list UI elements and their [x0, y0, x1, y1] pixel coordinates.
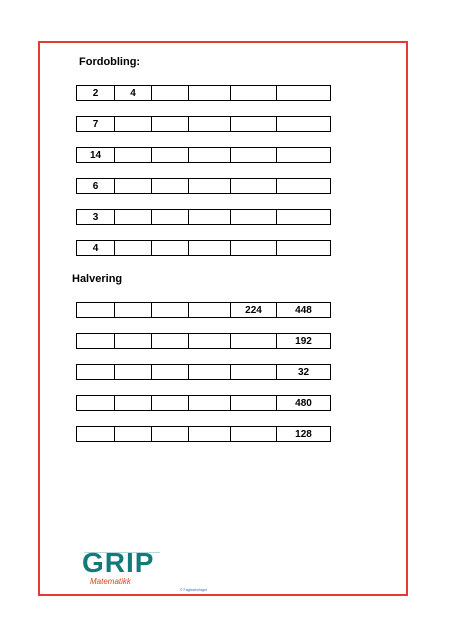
cell[interactable] [151, 426, 189, 442]
halving-row [76, 364, 331, 380]
cell[interactable] [76, 333, 115, 349]
halving-row [76, 302, 331, 318]
cell[interactable]: 32 [276, 364, 331, 380]
cell[interactable] [230, 395, 277, 411]
cell[interactable] [114, 364, 152, 380]
cell[interactable] [188, 240, 231, 256]
cell[interactable] [114, 116, 152, 132]
doubling-row [76, 178, 331, 194]
cell[interactable] [188, 395, 231, 411]
cell[interactable] [188, 426, 231, 442]
cell[interactable] [76, 395, 115, 411]
cell[interactable] [188, 302, 231, 318]
cell[interactable]: 3 [76, 209, 115, 225]
cell[interactable] [276, 209, 331, 225]
cell[interactable] [151, 364, 189, 380]
logo-name: GRIP [82, 547, 155, 578]
grip-logo [82, 548, 162, 596]
cell[interactable] [230, 209, 277, 225]
cell[interactable] [230, 364, 277, 380]
cell[interactable] [188, 178, 231, 194]
cell[interactable] [188, 209, 231, 225]
cell[interactable] [276, 116, 331, 132]
cell[interactable] [276, 147, 331, 163]
cell[interactable] [230, 240, 277, 256]
cell[interactable] [276, 240, 331, 256]
cell[interactable] [151, 147, 189, 163]
cell[interactable] [188, 333, 231, 349]
cell[interactable] [230, 85, 277, 101]
doubling-title: Fordobling: [79, 56, 141, 68]
cell[interactable] [151, 209, 189, 225]
cell[interactable] [188, 364, 231, 380]
doubling-row [76, 209, 331, 225]
cell[interactable] [276, 85, 331, 101]
halving-title: Halvering [72, 273, 123, 285]
cell[interactable] [114, 426, 152, 442]
doubling-row [76, 147, 331, 163]
logo-subtitle: Matematikk [90, 577, 131, 586]
cell[interactable] [188, 116, 231, 132]
cell[interactable]: 448 [276, 302, 331, 318]
cell[interactable]: 224 [230, 302, 277, 318]
cell[interactable]: 128 [276, 426, 331, 442]
cell[interactable] [230, 178, 277, 194]
cell[interactable]: 192 [276, 333, 331, 349]
cell[interactable] [151, 333, 189, 349]
cell[interactable] [151, 178, 189, 194]
cell[interactable] [276, 178, 331, 194]
cell[interactable]: 7 [76, 116, 115, 132]
cell[interactable]: 4 [76, 240, 115, 256]
cell[interactable] [114, 147, 152, 163]
cell[interactable] [188, 147, 231, 163]
cell[interactable] [230, 116, 277, 132]
cell[interactable] [114, 209, 152, 225]
cell[interactable]: 6 [76, 178, 115, 194]
cell[interactable] [76, 426, 115, 442]
copyright-text: © Fagbokforlaget [180, 588, 207, 592]
cell[interactable] [76, 364, 115, 380]
cell[interactable]: 4 [114, 85, 152, 101]
cell[interactable] [151, 302, 189, 318]
cell[interactable]: 14 [76, 147, 115, 163]
cell[interactable] [151, 116, 189, 132]
cell[interactable] [188, 85, 231, 101]
cell[interactable] [151, 240, 189, 256]
doubling-row [76, 116, 331, 132]
cell[interactable] [114, 395, 152, 411]
cell[interactable] [76, 302, 115, 318]
cell[interactable] [114, 302, 152, 318]
doubling-row [76, 85, 331, 101]
halving-row [76, 426, 331, 442]
cell[interactable]: 2 [76, 85, 115, 101]
cell[interactable]: 480 [276, 395, 331, 411]
cell[interactable] [230, 426, 277, 442]
cell[interactable] [230, 147, 277, 163]
doubling-row [76, 240, 331, 256]
cell[interactable] [230, 333, 277, 349]
cell[interactable] [151, 85, 189, 101]
halving-row [76, 333, 331, 349]
cell[interactable] [114, 240, 152, 256]
cell[interactable] [151, 395, 189, 411]
cell[interactable] [114, 178, 152, 194]
cell[interactable] [114, 333, 152, 349]
halving-row [76, 395, 331, 411]
